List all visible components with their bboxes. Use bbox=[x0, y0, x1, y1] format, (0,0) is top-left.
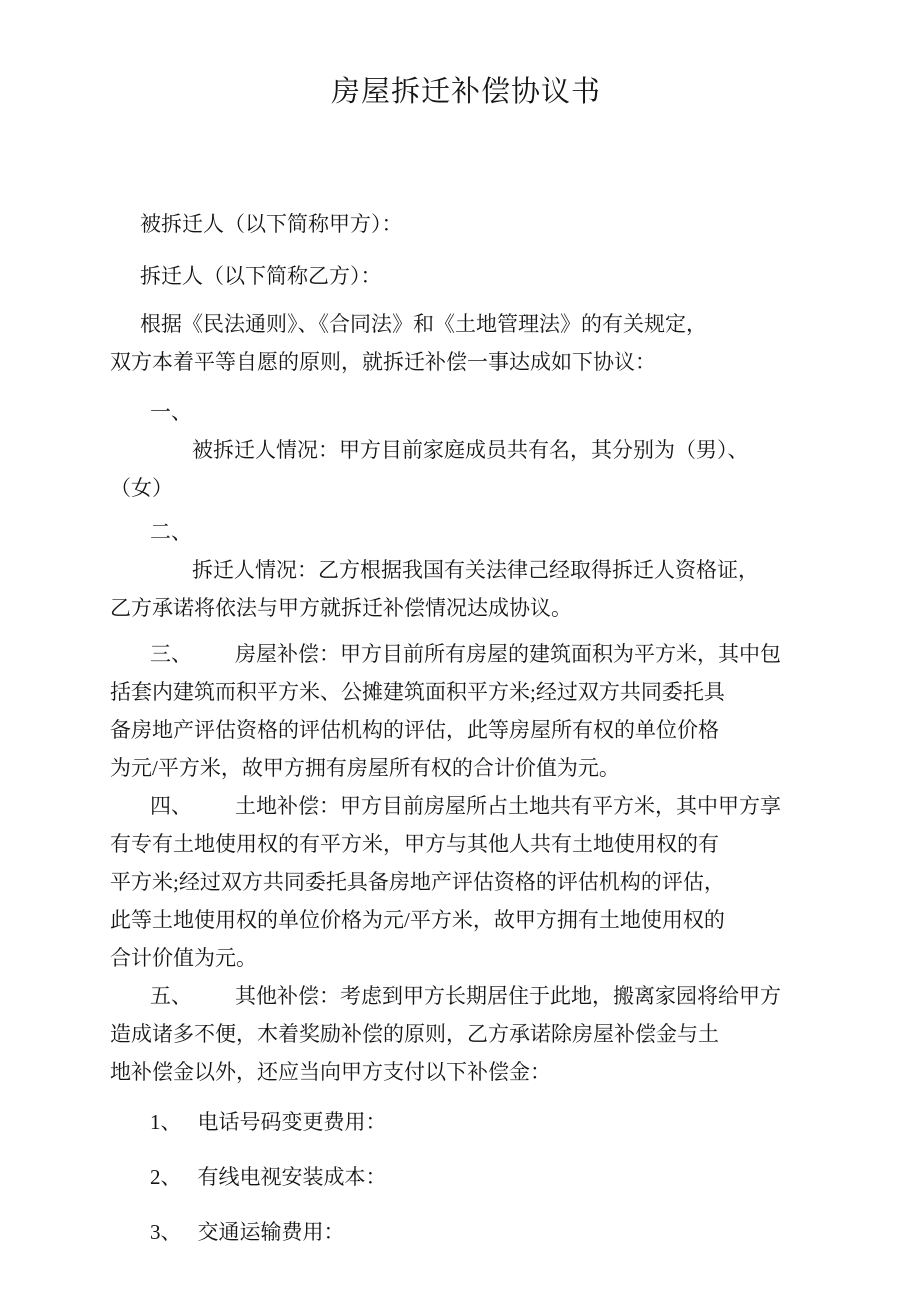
compensation-item-3-number: 3、 bbox=[150, 1220, 182, 1244]
section-4-line-3: 平方米;经过双方共同委托具备房地产评估资格的评估机构的评估， bbox=[110, 870, 725, 894]
preamble-line-1: 根据《民法通则》、《合同法》和《土地管理法》的有关规定， bbox=[140, 312, 707, 336]
compensation-item-1-number: 1、 bbox=[150, 1110, 182, 1134]
section-4-line-1 bbox=[110, 787, 822, 825]
section-4-marker: 四、 bbox=[150, 794, 192, 818]
section-1-marker: 一、 bbox=[150, 400, 192, 424]
section-3-line-2: 括套内建筑而积平方米、公摊建筑面积平方米;经过双方共同委托具 bbox=[110, 680, 725, 704]
compensation-item-2 bbox=[110, 1158, 822, 1196]
section-2-marker: 二、 bbox=[150, 520, 192, 544]
preamble-line-2: 双方本着平等自愿的原则，就拆迁补偿一事达成如下协议： bbox=[110, 350, 656, 374]
section-3-line-3: 备房地产评估资格的评估机构的评估，此等房屋所有权的单位价格 bbox=[110, 718, 719, 742]
document-title: 房屋拆迁补偿协议书 bbox=[330, 76, 601, 108]
section-4-line-5: 合计价值为元。 bbox=[110, 946, 257, 970]
compensation-item-3-text: 交通运输费用： bbox=[197, 1220, 345, 1244]
section-4 bbox=[110, 787, 822, 977]
section-5-marker: 五、 bbox=[150, 984, 192, 1008]
section-3-line-1 bbox=[110, 635, 822, 673]
section-5-line-2: 造成诸多不便，木着奖励补偿的原则，乙方承诺除房屋补偿金与土 bbox=[110, 1022, 719, 1046]
section-3-marker: 三、 bbox=[150, 642, 192, 666]
section-5-line-1-text: 其他补偿：考虑到甲方长期居住于此地，搬离家园将给甲方 bbox=[235, 984, 781, 1008]
section-2-line-1: 拆迁人情况：乙方根据我国有关法律己经取得拆迁人资格证， bbox=[192, 558, 759, 582]
section-1-line-1: 被拆迁人情况：甲方目前家庭成员共有名，其分别为（男）、 bbox=[192, 438, 749, 462]
section-4-line-1-text: 土地补偿：甲方目前房屋所占土地共有平方米，其中甲方享 bbox=[235, 794, 781, 818]
section-3-line-4: 为元/平方米，故甲方拥有房屋所有权的合计价值为元。 bbox=[110, 756, 620, 780]
compensation-item-3 bbox=[110, 1213, 822, 1251]
section-3-line-1-text: 房屋补偿：甲方目前所有房屋的建筑面积为平方米，其中包 bbox=[235, 642, 781, 666]
preamble-paragraph bbox=[110, 305, 822, 381]
party-b-line: 拆迁人（以下简称乙方）： bbox=[140, 264, 382, 288]
section-4-line-4: 此等土地使用权的单位价格为元/平方米，故甲方拥有土地使用权的 bbox=[110, 908, 725, 932]
section-5-line-3: 地补偿金以外，还应当向甲方支付以下补偿金： bbox=[110, 1060, 551, 1084]
section-2 bbox=[110, 513, 822, 627]
compensation-item-2-number: 2、 bbox=[150, 1165, 182, 1189]
section-5 bbox=[110, 977, 822, 1091]
compensation-item-1 bbox=[110, 1103, 822, 1141]
section-3 bbox=[110, 635, 822, 787]
compensation-item-2-text: 有线电视安装成本： bbox=[197, 1165, 387, 1189]
section-1-line-2: （女） bbox=[110, 476, 173, 500]
section-1 bbox=[110, 393, 822, 507]
section-2-line-2: 乙方承诺将依法与甲方就拆迁补偿情况达成协议。 bbox=[110, 596, 572, 620]
section-5-line-1 bbox=[110, 977, 822, 1015]
section-4-line-2: 有专有土地使用权的有平方米，甲方与其他人共有土地使用权的有 bbox=[110, 832, 719, 856]
compensation-item-1-text: 电话号码变更费用： bbox=[197, 1110, 387, 1134]
party-a-line: 被拆迁人（以下简称甲方）： bbox=[140, 212, 403, 236]
